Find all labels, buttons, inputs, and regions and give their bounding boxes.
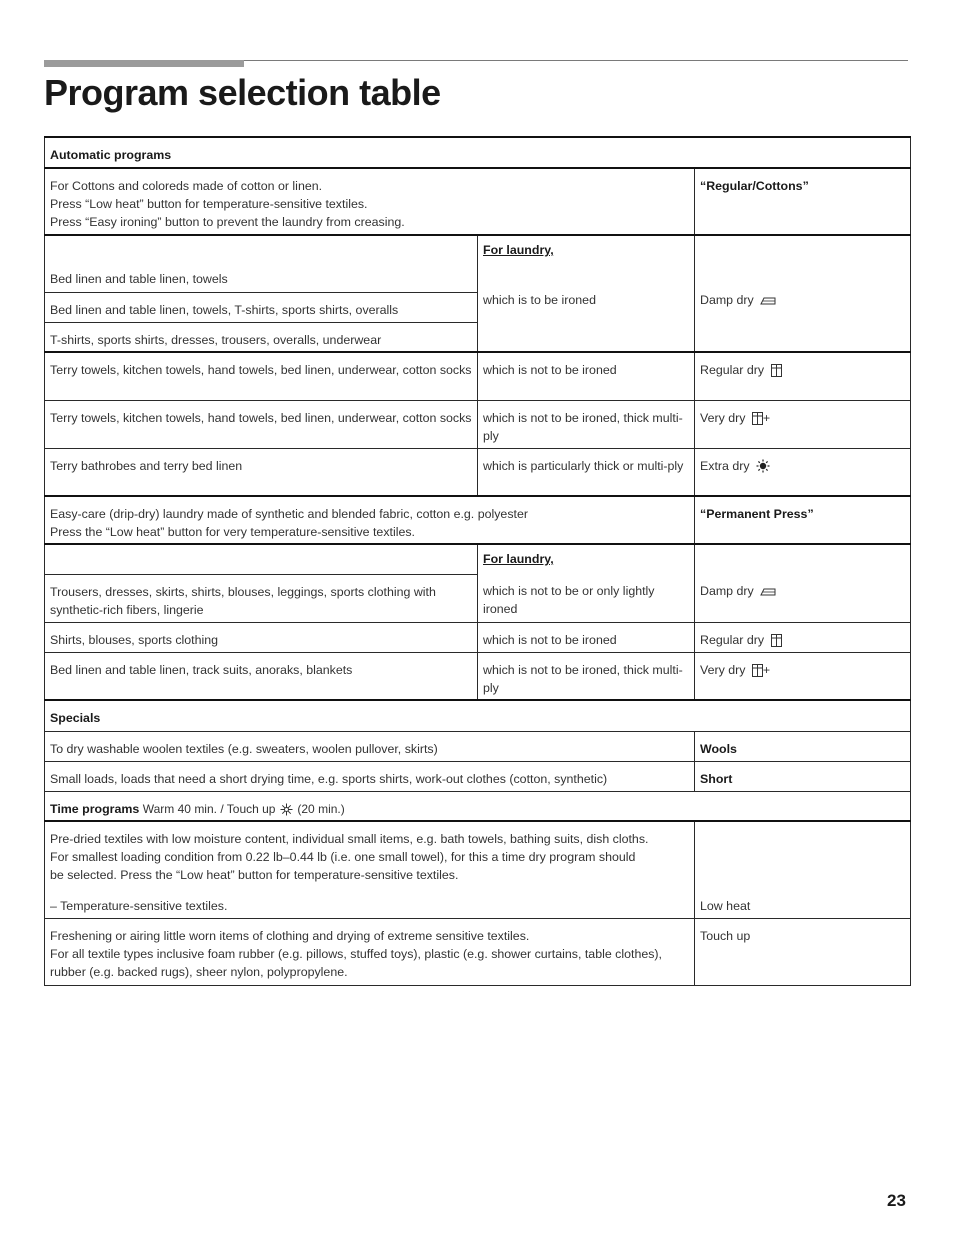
cottons-description: For Cottons and coloreds made of cotton or linen. Press “Low heat” button for temperature-sensitive textiles. Press “Easy ironing” button to prevent the laundry from creasing. [45,168,695,235]
for-laundry-cell: For laundry, which is to be ironed [478,235,695,352]
specials-header: Specials [45,700,911,731]
perm-damp-dry-cell: Damp dry [695,574,911,622]
table-row: Trousers, dresses, skirts, shirts, blouses, leggings, sports clothing with synthetic-rich fibers, lingerie [45,574,478,622]
damp-dry-cell: Damp dry [695,235,911,352]
table-row: Terry bathrobes and terry bed linen [45,448,478,496]
short-program: Short [695,761,911,791]
sparkle-icon [280,803,293,816]
table-row: T-shirts, sports shirts, dresses, trousers, overalls, underwear [45,322,478,352]
regular-dry-cell: Regular dry [695,352,911,400]
touch-up-program: Touch up [695,918,911,985]
low-heat-program: Low heat [695,821,911,918]
table-row: Bed linen and table linen, towels [45,235,478,292]
freshening-description: Freshening or airing little worn items of clothing and drying of extreme sensitive textiles. For all textile types inclusive foam rubber (e.g. pillows, stuffed toys), plastic (e.g. shower curtains, table clothes), rubber (e.g. backed rugs), sheer nylon, polypropylene. [45,918,695,985]
empty-cell [45,544,478,574]
cottons-program: “Regular/Cottons” [695,168,911,235]
table-row: Terry towels, kitchen towels, hand towels, bed linen, underwear, cotton socks [45,352,478,400]
wools-program: Wools [695,731,911,761]
extra-dry-cell: Extra dry [695,448,911,496]
permanent-press-description: Easy-care (drip-dry) laundry made of synthetic and blended fabric, cotton e.g. polyester Press the “Low heat” button for very temperature-sensitive textiles. [45,496,695,544]
very-dry-cell: Very dry + [695,400,911,448]
perm-for-laundry: For laundry, [483,552,554,566]
perm-very-dry-cell: Very dry + [695,652,911,700]
cupboard-icon [771,634,782,647]
top-accent-bar [44,60,244,67]
program-table: Automatic programs For Cottons and coloreds made of cotton or linen. Press “Low heat” button for temperature-sensitive textiles. Press “Easy ironing” button to prevent the laundry from creasing. “Regular/Cottons” Bed linen and table linen, towels For laundry, which is to be ironed Damp dry Bed linen and table linen, towels, T-shirts, sports shirts, overalls T-shirts, sports shirts, dresses, trousers, overalls, underwear Terry towels, kitchen towels, hand towels, bed linen, underwear, cotton socks which is not to be ironed Regular dry Terry towels, kitchen towels, hand towels, bed linen, underwear, cotton socks which is not to be ironed, thick multi-ply Very dry + Terry bathrobes and terry bed linen which is particularly thick or multi-ply Extra dry Easy-care (drip-dry) laundry made of synthetic and blended fabric, cotton e.g. polyester Press the “Low heat” button for very temperature-sensitive textiles. “Permanent Press” For laundry, Trousers, dresses, skirts, shirts, blouses, leggings, sports clothing with synthetic-rich fibers, lingerie which is not to be or only lightly ironed Damp dry Shirts, blouses, sports clothing which is not to be ironed Regular dry Bed linen and table linen, track suits, anoraks, blankets which is not to be ironed, thick multi-ply Very dry + Specials To dry washable woolen textiles (e.g. sweaters, woolen pullover, skirts) Wools Small loads, loads that need a short drying time, e.g. sports shirts, work-out clothes (cotton, synthetic) Short Time programs Warm 40 min. / Touch up (20 min.) Pre-dried textiles with low moisture content, individual small items, e.g. bath towels, bathing suits, dish cloths. For smallest loading condition from 0.22 lb–0.44 lb (i.e. one small towel), for this a time dry program should be selected. Press the “Low heat” button for temperature-sensitive textiles. – Temperature-sensitive textiles. Low heat Freshening or airing little worn items of clothing and drying of extreme sensitive textiles. For all textile types inclusive foam rubber (e.g. pillows, stuffed toys), plastic (e.g. shower curtains, table clothes), rubber (e.g. backed rugs), sheer nylon, polypropylene. Touch up [44,136,911,986]
time-programs-header: Time programs Warm 40 min. / Touch up (20 min.) [45,791,911,821]
permanent-press-program: “Permanent Press” [695,496,911,544]
table-row: Terry towels, kitchen towels, hand towels, bed linen, underwear, cotton socks [45,400,478,448]
sun-icon [756,459,770,473]
automatic-programs-header: Automatic programs [45,137,911,168]
cupboard-icon [771,364,782,377]
cupboard-plus-icon [752,412,763,425]
wools-description: To dry washable woolen textiles (e.g. sweaters, woolen pullover, skirts) [45,731,695,761]
table-row: Bed linen and table linen, track suits, anoraks, blankets [45,652,478,700]
page-title: Program selection table [44,72,441,113]
table-row: Bed linen and table linen, towels, T-shirts, sports shirts, overalls [45,292,478,322]
predried-description: Pre-dried textiles with low moisture content, individual small items, e.g. bath towels, bathing suits, dish cloths. For smallest loading condition from 0.22 lb–0.44 lb (i.e. one small towel), for this a time dry program should be selected. Press the “Low heat” button for temperature-sensitive textiles. – Temperature-sensitive textiles. [45,821,695,918]
table-row: Shirts, blouses, sports clothing [45,622,478,652]
page-number: 23 [887,1191,906,1210]
iron-icon [760,296,776,306]
cupboard-plus-icon [752,664,763,677]
short-description: Small loads, loads that need a short drying time, e.g. sports shirts, work-out clothes (cotton, synthetic) [45,761,695,791]
perm-regular-dry-cell: Regular dry [695,622,911,652]
iron-icon [760,587,776,597]
